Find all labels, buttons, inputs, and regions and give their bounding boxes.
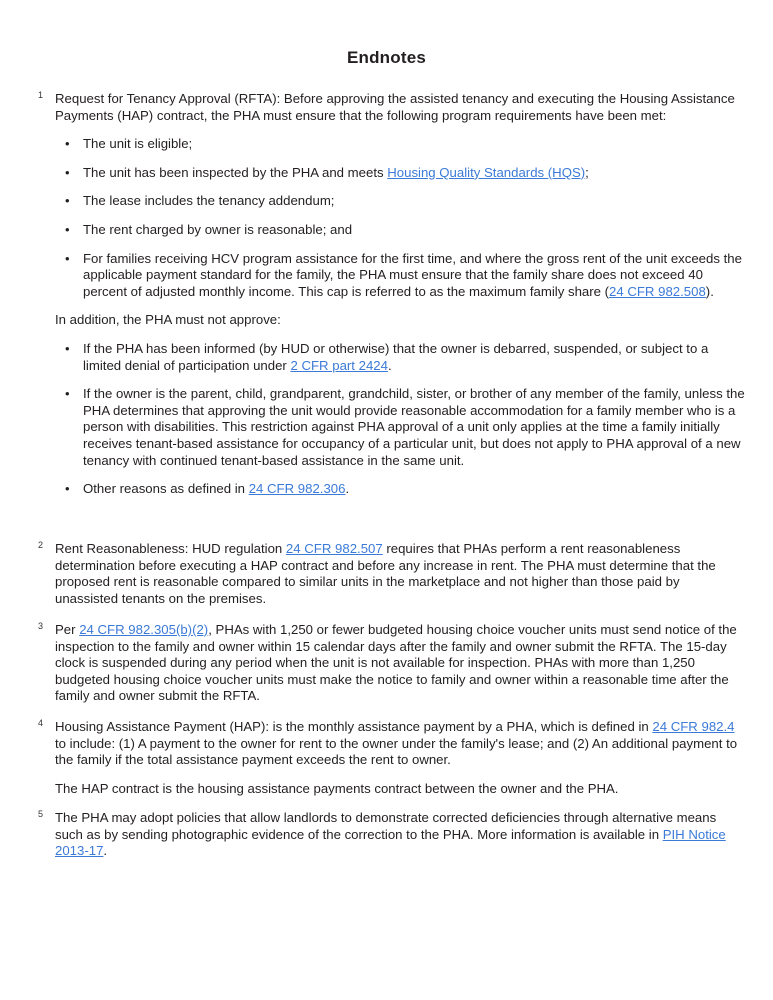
endnote-2 bbox=[38, 540, 745, 607]
cfr-982-306-link[interactable]: 24 CFR 982.306 bbox=[248, 481, 346, 497]
endnote-number: 4 bbox=[38, 718, 44, 728]
endnote-1 bbox=[38, 90, 745, 498]
pih-notice-link[interactable]: PIH Notice 2013-17 bbox=[55, 826, 726, 859]
endnote-text: Request for Tenancy Approval (RFTA): Before approving the assisted tenancy and executing the Housing Assistance Payments (HAP) contract, the PHA must ensure that the following program requirements have been met: bbox=[55, 91, 735, 123]
endnote-number: 5 bbox=[38, 809, 44, 819]
requirements-list bbox=[55, 136, 745, 300]
page-title: Endnotes bbox=[346, 48, 427, 67]
endnote-number: 1 bbox=[38, 90, 44, 100]
cfr-982-508-link[interactable]: 24 CFR 982.508 bbox=[609, 283, 706, 299]
endnote-extra-text: The HAP contract is the housing assistance payments contract between the owner and the PHA. bbox=[55, 780, 619, 796]
cfr-982-4-link[interactable]: 24 CFR 982.4 bbox=[652, 719, 735, 734]
addition-text: In addition, the PHA must not approve: bbox=[55, 312, 281, 328]
list-item: • The unit has been inspected by the PHA and meets Housing Quality Standards (HQS); bbox=[55, 165, 745, 182]
endnote-number: 2 bbox=[38, 540, 44, 550]
cfr-982-305-link[interactable]: 24 CFR 982.305(b)(2) bbox=[79, 622, 209, 637]
list-item: • If the owner is the parent, child, grandparent, grandchild, sister, or brother of any member of the family, unless the PHA determines that approving the unit would provide reasonable accommodation for a family member who is a person with disabilities. This restriction against PHA approval of a unit only applies at the time a family initially receives tenant-based assistance for occupancy of a particular unit, but does not apply to PHA approval of a new tenancy with continued tenant-based assistance in the same unit. bbox=[55, 386, 745, 469]
hqs-link[interactable]: Housing Quality Standards (HQS) bbox=[387, 164, 586, 180]
endnote-text: Rent Reasonableness: HUD regulation 24 CFR 982.507 requires that PHAs perform a rent reasonableness determination before executing a HAP contract and before any increase in rent. The PHA must determine that the proposed rent is reasonable compared to similar units in the marketplace and not higher than those paid by unassisted tenants on the premises. bbox=[55, 541, 716, 606]
list-item: • The lease includes the tenancy addendum; bbox=[55, 193, 745, 210]
endnote-4 bbox=[38, 718, 745, 797]
endnote-5 bbox=[38, 809, 745, 860]
endnote-3 bbox=[38, 621, 745, 705]
prohibitions-list bbox=[55, 341, 745, 498]
cfr-982-507-link[interactable]: 24 CFR 982.507 bbox=[285, 541, 383, 556]
endnote-text: Per 24 CFR 982.305(b)(2), PHAs with 1,250 or fewer budgeted housing choice voucher units must send notice of the inspection to the family and owner within 15 calendar days after the family and owner submit the RFTA. The 15-day clock is suspended during any period when the unit is not available for inspection. PHAs with more than 1,250 budgeted housing choice voucher units must make the notice to family and owner within a reasonable time after the family and owner submit the RFTA. bbox=[55, 622, 737, 704]
list-item: • The rent charged by owner is reasonable; and bbox=[55, 222, 745, 239]
endnote-number: 3 bbox=[38, 621, 44, 631]
list-item: • For families receiving HCV program assistance for the first time, and where the gross rent of the unit exceeds the applicable payment standard for the family, the PHA must ensure that the family share does not exceed 40 percent of adjusted monthly income. This cap is referred to as the maximum family share (24 CFR 982.508). bbox=[55, 251, 745, 301]
endnote-text: The PHA may adopt policies that allow landlords to demonstrate corrected deficiencies through alternative means such as by sending photographic evidence of the correction to the PHA. More information is available in PIH Notice 2013-17. bbox=[55, 810, 726, 859]
list-item: • Other reasons as defined in 24 CFR 982.306. bbox=[55, 481, 745, 498]
endnote-text: Housing Assistance Payment (HAP): is the monthly assistance payment by a PHA, which is defined in 24 CFR 982.4 to include: (1) A payment to the owner for rent to the owner under the family's lease; and (2) An additional payment to the family if the total assistance payment exceeds the rent to owner. bbox=[55, 719, 738, 768]
list-item: • If the PHA has been informed (by HUD or otherwise) that the owner is debarred, suspended, or subject to a limited denial of participation under 2 CFR part 2424. bbox=[55, 341, 745, 374]
cfr-part-2424-link[interactable]: 2 CFR part 2424 bbox=[290, 357, 388, 373]
list-item: • The unit is eligible; bbox=[55, 136, 745, 153]
